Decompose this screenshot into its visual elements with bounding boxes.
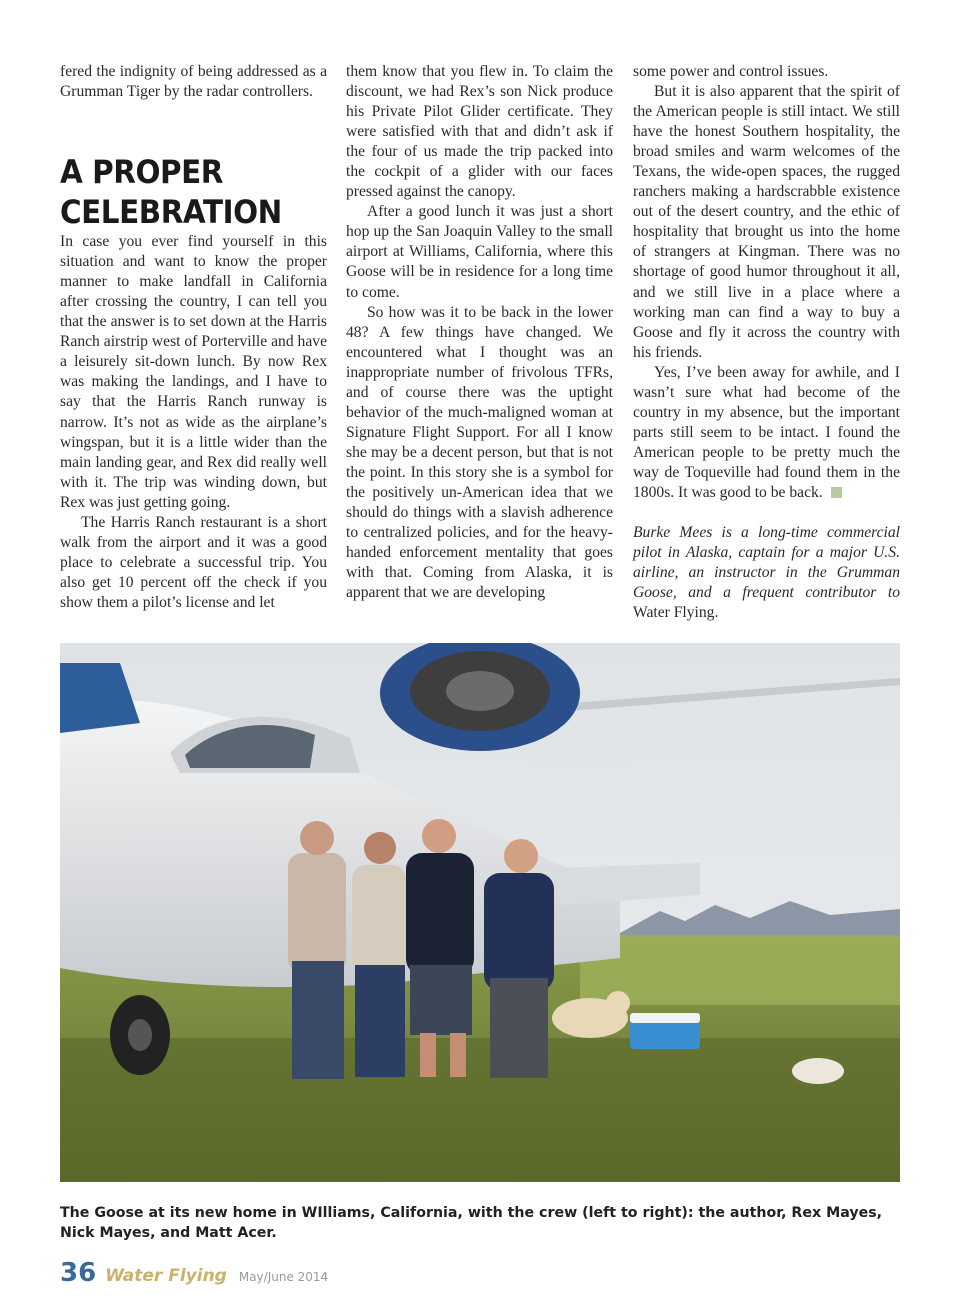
magazine-name: Water Flying — [105, 1266, 227, 1286]
paragraph: After a good lunch it was just a short hop up the San Joaquin Valley to the small airport at Williams, California, where this Goose will be in residence for a long time to come. — [346, 203, 613, 301]
paragraph: some power and control issues. — [633, 63, 829, 80]
paragraph: fered the indignity of being addressed as a Grumman Tiger by the radar controllers. — [60, 63, 327, 101]
photo-illustration — [60, 643, 900, 1182]
page-number: 36 — [60, 1258, 97, 1288]
crew-figures — [288, 819, 554, 1079]
closing-paragraph-text: Yes, I’ve been away for awhile, and I wasn’t sure what had become of the country in my absence, but the important parts still seem to be intact. I found the American people to be pretty much the way de Toqueville had found them in the 1800s. It was good to be back. — [633, 363, 900, 501]
article-column-3 — [633, 62, 900, 623]
paragraph: them know that you flew in. To claim the discount, we had Rex’s son Nick produce his Private Pilot Glider certificate. They were satisfied with that and didn’t ask if the four of us made the trip packed into the cockpit of a glider with our faces pressed against the canopy. — [346, 63, 613, 201]
section-headline — [60, 152, 306, 232]
issue-date: May/June 2014 — [238, 1270, 329, 1284]
page-footer — [60, 1258, 328, 1292]
bio-text: Burke Mees is a long-time commercial pilot in Alaska, captain for a major U.S. airline, an instructor in the Grumman Goose, and a frequent contributor to — [633, 524, 900, 602]
article-column-1 — [60, 62, 327, 613]
end-of-article-icon — [831, 487, 842, 498]
paragraph: So how was it to be back in the lower 48? A few things have changed. We encountered what I thought was an inappropriate number of frivolous TFRs, and of course there was the uptight behavior of the much-maligned woman at Signature Flight Support. For all I know she may be a decent person, but that is not the point. In this story she is a symbol for the positively un-American idea that we should do things with a slavish adherence to centralized policies, and for the heavy-handed enforcement mentality that goes with that. Coming from Alaska, it is apparent that we are developing — [346, 303, 613, 602]
photo-caption: The Goose at its new home in WIlliams, California, with the crew (left to right): the author, Rex Mayes, Nick Mayes, and Matt Acer. — [60, 1205, 883, 1241]
goose-crew-photo — [60, 643, 900, 1182]
paragraph: The Harris Ranch restaurant is a short walk from the airport and it was a good place to celebrate a successful trip. You also get 10 percent off the check if you show them a pilot’s license and let — [60, 513, 327, 611]
bio-publication-name: Water Flying. — [633, 604, 719, 622]
paragraph: But it is also apparent that the spirit of the American people is still intact. We still have the honest Southern hospitality, the broad smiles and warm welcomes of the Texans, the wide-open spaces, the rugged ranchers making a hardscrabble existence out of the desert country, and the ethic of hospitality that brought us into the home of strangers at Kingman. There was no shortage of good humor throughout it all, and we still live in a place where a working man can find a way to buy a Goose and fly it across the country with his friends. — [633, 83, 900, 361]
headline-line-2: CELEBRATION — [60, 193, 282, 232]
headline-line-1: A PROPER — [60, 153, 223, 192]
article-column-2 — [346, 62, 613, 603]
paragraph — [633, 363, 900, 503]
dog-lying — [792, 1058, 844, 1084]
author-bio — [633, 523, 900, 623]
paragraph: In case you ever find yourself in this situation and want to know the proper manner to make landfall in California after crossing the country, I can tell you that the answer is to set down at the Harris Ranch airstrip west of Porterville and have a leisurely sit-down lunch. By now Rex was making the landings, and I have to say that the Harris Ranch runway is narrow. It’s not as wide as the airplane’s wingspan, but it is a little wider than the main landing gear, and Rex did really well with it. The trip was winding down, but Rex was just getting going. — [60, 233, 327, 511]
